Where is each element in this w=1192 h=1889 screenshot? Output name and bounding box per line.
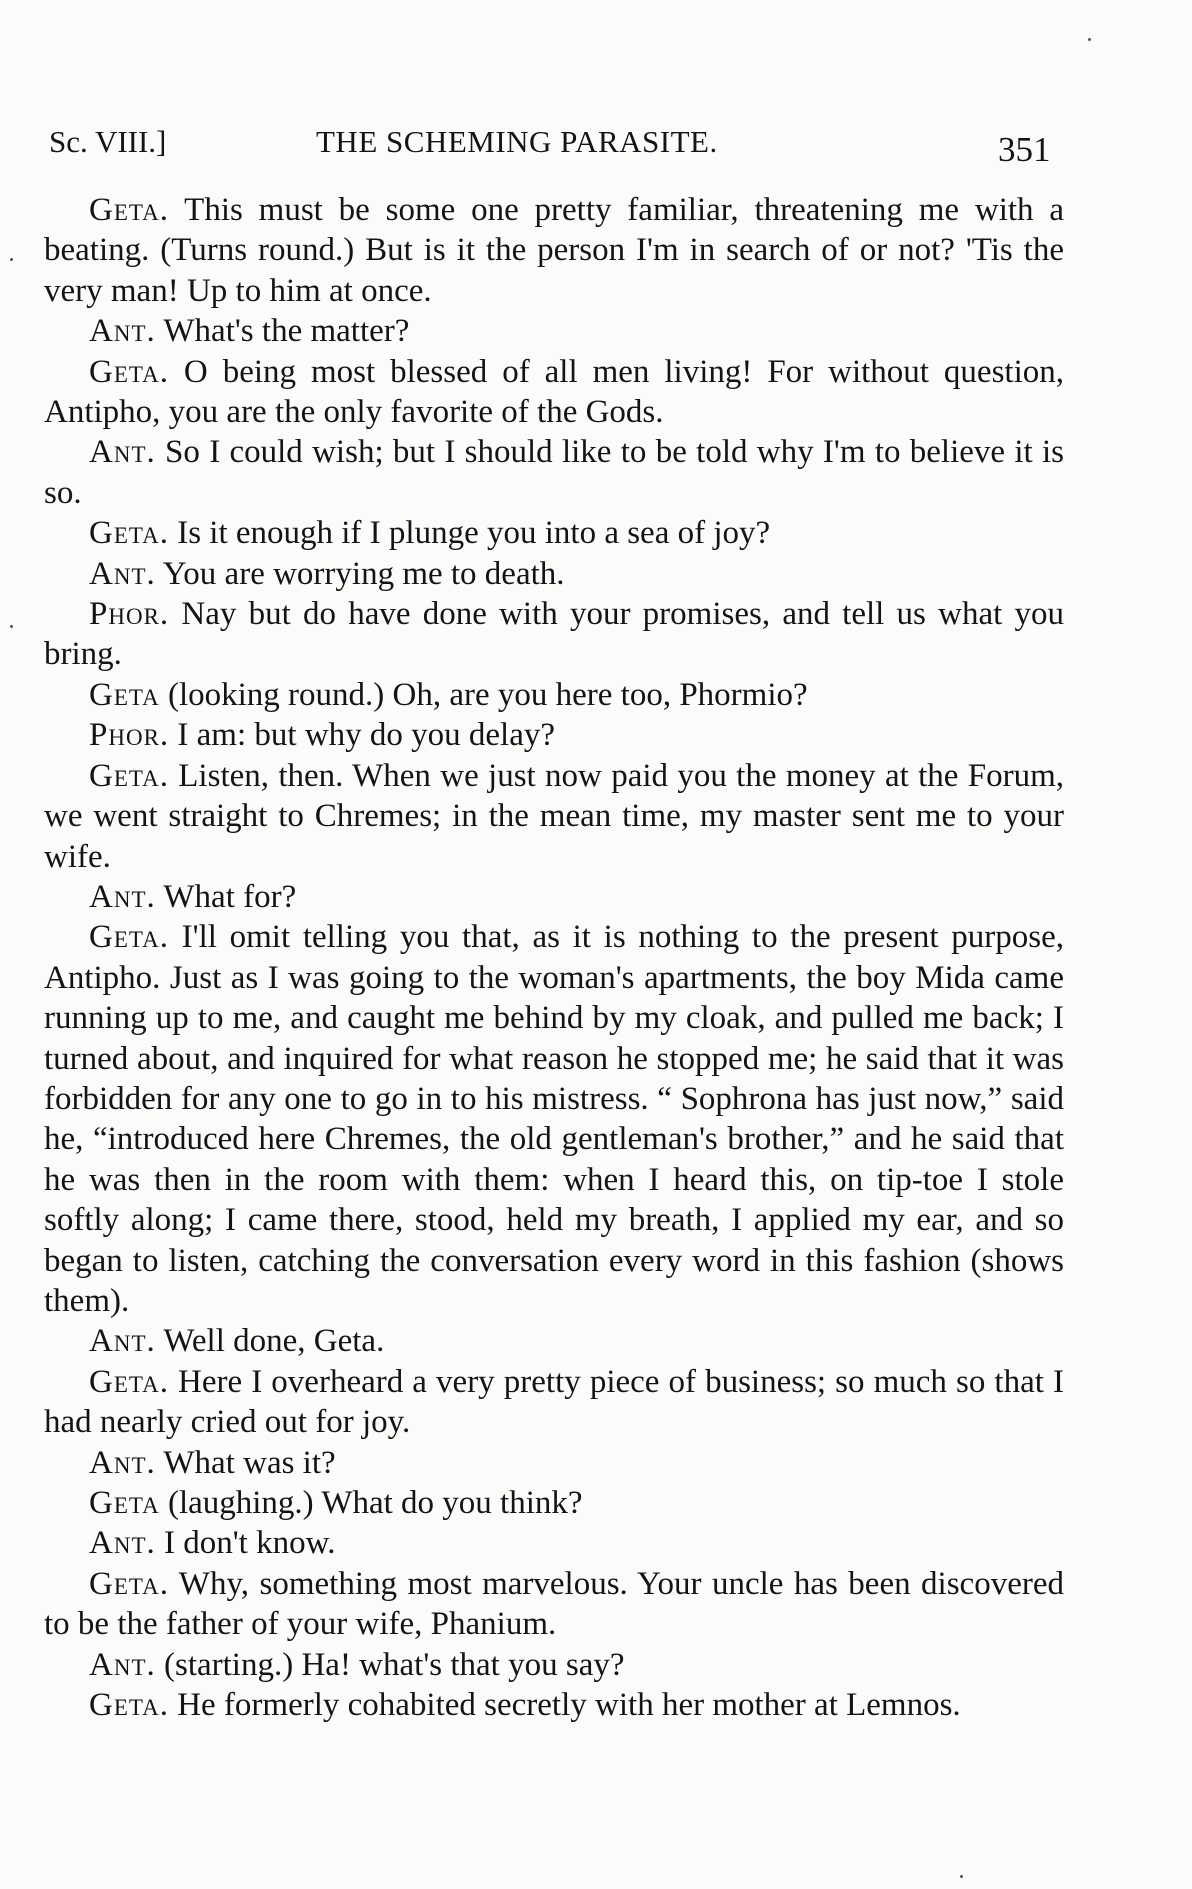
speaker-name: Ant. [89,1646,156,1683]
scan-speck [1088,38,1091,41]
speaker-name: Ant. [89,555,156,592]
paragraph [44,1523,1064,1563]
speech: What's the matter? [155,313,410,350]
speaker-name: Geta [89,1485,160,1521]
speech: (laughing.) What do you think? [159,1485,583,1521]
speaker-name: Ant. [89,313,156,350]
speaker-name: Ant. [89,1323,156,1360]
speech: Nay but do have done with your promises, and tell us what you bring. [44,596,1064,673]
speaker-name: Geta [89,676,160,713]
speech: What was it? [155,1444,336,1481]
paragraph [44,432,1064,513]
speaker-name: Geta. [89,1363,169,1400]
speech: (looking round.) Oh, are you here too, Phormio? [159,676,808,713]
speaker-name: Geta. [89,192,169,228]
speaker-name: Geta. [89,1565,169,1602]
speech: Well done, Geta. [155,1323,385,1360]
speaker-name: Ant. [89,1444,156,1481]
speech: Here I overheard a very pretty piece of business; so much so that I had nearly cried out for joy. [44,1363,1064,1441]
paragraph [44,715,1064,755]
speech: Why, something most marvelous. Your uncle has been discovered to be the father of your wife, Phanium. [44,1565,1064,1643]
speaker-name: Geta. [89,919,169,956]
speech: He formerly cohabited secretly with her mother at Lemnos. [168,1687,961,1724]
speaker-name: Phor. [89,717,170,754]
speaker-name: Ant. [89,434,156,471]
paragraph [44,877,1064,917]
paragraph [44,352,1064,433]
speech: Listen, then. When we just now paid you the money at the Forum, we went straight to Chremes; in the mean time, my master sent me to your wife. [44,757,1064,875]
section-marker: Sc. VIII.] [49,124,167,159]
speaker-name: Ant. [89,878,156,915]
paragraph [44,594,1064,675]
speaker-name: Ant. [89,1525,156,1562]
paragraph [44,1564,1064,1645]
paragraph [44,554,1064,594]
speech: Is it enough if I plunge you into a sea of joy? [168,515,771,552]
paragraph [44,1443,1064,1483]
speech: What for? [155,878,297,915]
paragraph [44,1362,1064,1443]
speaker-name: Geta. [89,353,169,390]
paragraph [44,1645,1064,1685]
paragraph [44,675,1064,715]
speaker-name: Geta. [89,1687,169,1724]
scan-speck [10,625,13,628]
speaker-name: Phor. [89,596,170,633]
paragraph [44,190,1064,311]
running-title: THE SCHEMING PARASITE. [316,124,718,159]
speech: I'll omit telling you that, as it is nothing to the present purpose, Antipho. Just as I was going to the woman's apartments, the boy Mida came running up to me, and caught me behind by my cloak, and pulled me back; I turned about, and inquired for what reason he stopped me; he said that it was forbidden for any one to go in to his mistress. “ Sophrona has just now,” said he, “introduced here Chremes, the old gentleman's brother,” and he said that he was then in the room with them: when I heard this, on tip-toe I stole softly along; I came there, stood, held my breath, I applied my ear, and so began to listen, catching the conversation every word in this fashion (shows them). [44,919,1064,1319]
body-text [44,190,1064,1725]
speech: (starting.) Ha! what's that you say? [155,1646,625,1683]
paragraph [44,513,1064,553]
speaker-name: Geta. [89,757,169,794]
speech: I am: but why do you delay? [169,717,556,754]
paragraph [44,917,1064,1321]
paragraph [44,311,1064,351]
running-header [0,120,1192,180]
scan-speck [960,1875,963,1878]
page-number: 351 [998,130,1051,169]
speech: O being most blessed of all men living! For without question, Antipho, you are the only favorite of the Gods. [44,353,1064,431]
speaker-name: Geta. [89,515,169,552]
paragraph [44,1483,1064,1523]
speech: This must be some one pretty familiar, threatening me with a beating. (Turns round.) But is it the person I'm in search of or not? 'Tis the very man! Up to him at once. [44,192,1064,309]
paragraph [44,1685,1064,1725]
paragraph [44,1321,1064,1361]
speech: I don't know. [155,1525,336,1562]
paragraph [44,756,1064,877]
scan-speck [10,258,13,261]
speech: You are worrying me to death. [155,555,565,592]
speech: So I could wish; but I should like to be told why I'm to believe it is so. [44,434,1064,511]
